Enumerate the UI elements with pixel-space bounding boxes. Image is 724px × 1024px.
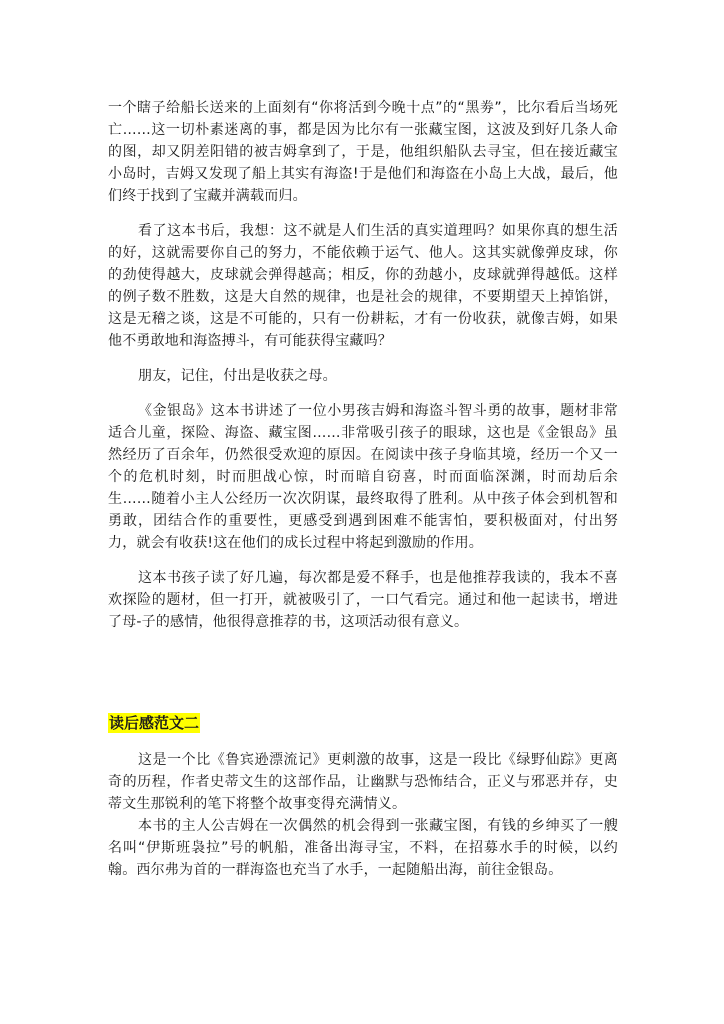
section-heading-row (108, 713, 618, 733)
paragraph-gap (108, 554, 618, 567)
paragraph-story-summary: 一个瞎子给船长送来的上面刻有“你将活到今晚十点”的“黑劵”，比尔看后当场死亡……这一切朴素迷离的事，都是因为比尔有一张藏宝图，这波及到好几条人命的图，却又阴差阳错的被吉姆拿到了，于是，他组织船队去寻宝，但在接近藏宝小岛时，吉姆又发现了船上其实有海盗!于是他们和海盗在小岛上大战，最后，他们终于找到了宝藏并满载而归。 (108, 100, 618, 204)
paragraph-conclusion: 朋友，记住，付出是收获之母。 (138, 368, 337, 384)
paragraph-reading-with-child: 这本书孩子读了好几遍，每次都是爱不释手，也是他推荐我读的，我本不喜欢探险的题材，但一打开，就被吸引了，一口气看完。通过和他一起读书，增进了母-子的感情，他很得意推荐的书，这项活动很有意义。 (108, 570, 618, 630)
paragraph-intro-essay-two: 这是一个比《鲁宾逊漂流记》更刺激的故事，这是一段比《绿野仙踪》更离奇的历程，作者史蒂文生的这部作品，让幽默与恐怖结合，正义与邪恶并存，史蒂文生那锐利的笔下将整个故事变得充满情义。 (108, 752, 618, 812)
paragraph-book-review: 《金银岛》这本书讲述了一位小男孩吉姆和海盗斗智斗勇的故事，题材非常适合儿童，探险、海盗、藏宝图……非常吸引孩子的眼球，这也是《金银岛》虽然经历了百余年，仍然很受欢迎的原因。在阅读中孩子身临其境，经历一个又一个的危机时刻，时而胆战心惊，时而暗自窃喜，时而面临深渊，时而劫后余生……随着小主人公经历一次次阴谋，最终取得了胜利。从中孩子体会到机智和勇敢，团结合作的重要性，更感受到遇到困难不能害怕，要积极面对，付出努力，就会有收获!这在他们的成长过程中将起到激励的作用。 (108, 403, 618, 551)
section-gap (108, 633, 618, 713)
paragraph-reflection: 看了这本书后，我想：这不就是人们生活的真实道理吗？如果你真的想生活的好，这就需要你自己的努力，不能依赖于运气、他人。这其实就像弹皮球，你的劲使得越大，皮球就会弹得越高；相反，你的劲越小，皮球就弹得越低。这样的例子数不胜数，这是大自然的规律，也是社会的规律，不要期望天上掉馅饼，这是无稽之谈，这是不可能的，只有一份耕耘，才有一份收获，就像吉姆，如果他不勇敢地和海盗搏斗，有可能获得宝藏吗？ (108, 223, 618, 349)
section-heading: 读后感范文二 (109, 714, 200, 732)
paragraph-gap (108, 352, 618, 365)
document-body (108, 97, 618, 881)
paragraph-gap (108, 207, 618, 220)
paragraph-plot-essay-two: 本书的主人公吉姆在一次偶然的机会得到一张藏宝图，有钱的乡绅买了一艘名叫“伊斯班袅拉”号的帆船，准备出海寻宝，不料，在招募水手的时候，以约翰。西尔弗为首的一群海盗也充当了水手，一起随船出海，前往金银岛。 (108, 818, 618, 878)
heading-gap (108, 733, 618, 749)
paragraph-gap (108, 387, 618, 400)
